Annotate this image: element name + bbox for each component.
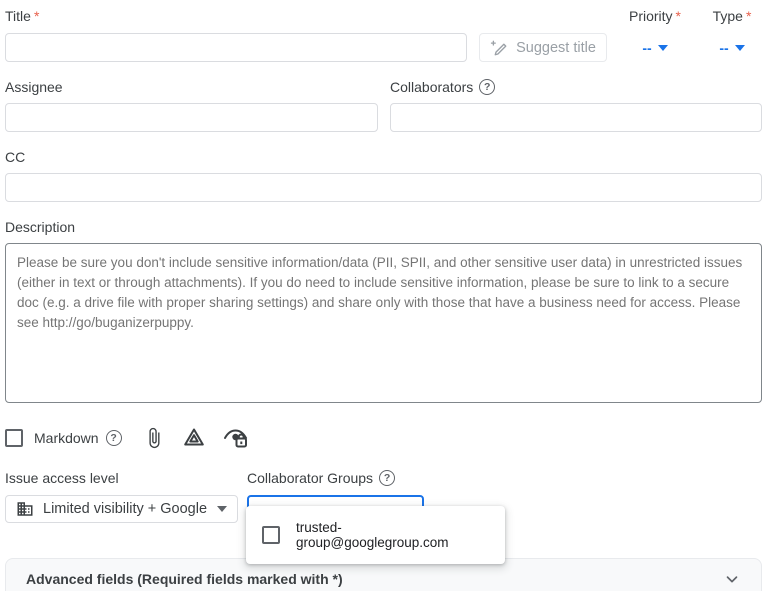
suggest-title-button[interactable] <box>479 33 607 62</box>
collaborator-groups-menu <box>246 506 505 564</box>
issue-access-level-label-text: Issue access level <box>5 470 119 486</box>
priority-required-marker: * <box>675 8 681 24</box>
priority-label <box>619 8 691 24</box>
help-question-icon[interactable]: ? <box>479 79 495 95</box>
collaborators-label <box>390 79 762 95</box>
assignee-input[interactable] <box>5 103 378 132</box>
attach-file-icon[interactable] <box>143 426 165 450</box>
chevron-down-icon <box>217 506 227 512</box>
title-required-marker: * <box>33 8 40 24</box>
suggest-title-label: Suggest title <box>516 39 596 56</box>
assignee-label <box>5 79 378 95</box>
collaborator-groups-label <box>247 470 395 486</box>
chevron-down-icon <box>658 45 668 51</box>
option-checkbox[interactable] <box>262 526 280 544</box>
priority-select[interactable] <box>619 33 691 62</box>
description-section <box>5 219 762 406</box>
collaborator-groups-label-text: Collaborator Groups <box>247 470 374 486</box>
cc-section <box>5 149 762 202</box>
issue-access-level-label <box>5 470 247 486</box>
drive-icon[interactable] <box>182 426 206 450</box>
type-label-text: Type <box>712 8 743 24</box>
title-priority-type-section <box>5 8 762 62</box>
collaborators-input[interactable] <box>390 103 762 132</box>
type-select[interactable] <box>703 33 761 62</box>
assignee-collaborators-section <box>5 79 762 132</box>
editor-tools-row <box>5 425 762 451</box>
assignee-label-text: Assignee <box>5 79 63 95</box>
title-label-text: Title <box>5 8 31 24</box>
building-domain-icon <box>16 500 34 518</box>
type-label <box>703 8 761 24</box>
visibility-lock-icon[interactable] <box>223 426 249 450</box>
access-labels-row <box>5 470 762 486</box>
type-value: -- <box>719 39 729 56</box>
chevron-down-icon <box>735 45 745 51</box>
advanced-fields-label: Advanced fields (Required fields marked with *) <box>26 570 343 587</box>
option-label: trusted-group@googlegroup.com <box>296 520 449 550</box>
markdown-checkbox[interactable] <box>5 429 23 447</box>
priority-value: -- <box>642 39 652 56</box>
markdown-label: Markdown <box>34 430 99 446</box>
description-label: Description <box>5 219 76 235</box>
help-question-icon[interactable]: ? <box>106 430 122 446</box>
menu-option-trusted-group[interactable] <box>262 520 489 550</box>
help-question-icon[interactable]: ? <box>379 470 395 486</box>
cc-label: CC <box>5 149 26 165</box>
description-textarea[interactable] <box>5 243 762 403</box>
ai-edit-pencil-icon <box>490 39 508 57</box>
chevron-down-icon <box>723 570 741 588</box>
issue-access-level-value: Limited visibility + Google <box>43 501 208 517</box>
title-input[interactable] <box>5 33 467 62</box>
title-label <box>5 8 607 24</box>
cc-input[interactable] <box>5 173 762 202</box>
issue-access-level-dropdown[interactable] <box>5 495 238 523</box>
type-required-marker: * <box>745 8 752 24</box>
priority-label-text: Priority <box>628 8 673 24</box>
collaborators-label-text: Collaborators <box>390 79 474 95</box>
